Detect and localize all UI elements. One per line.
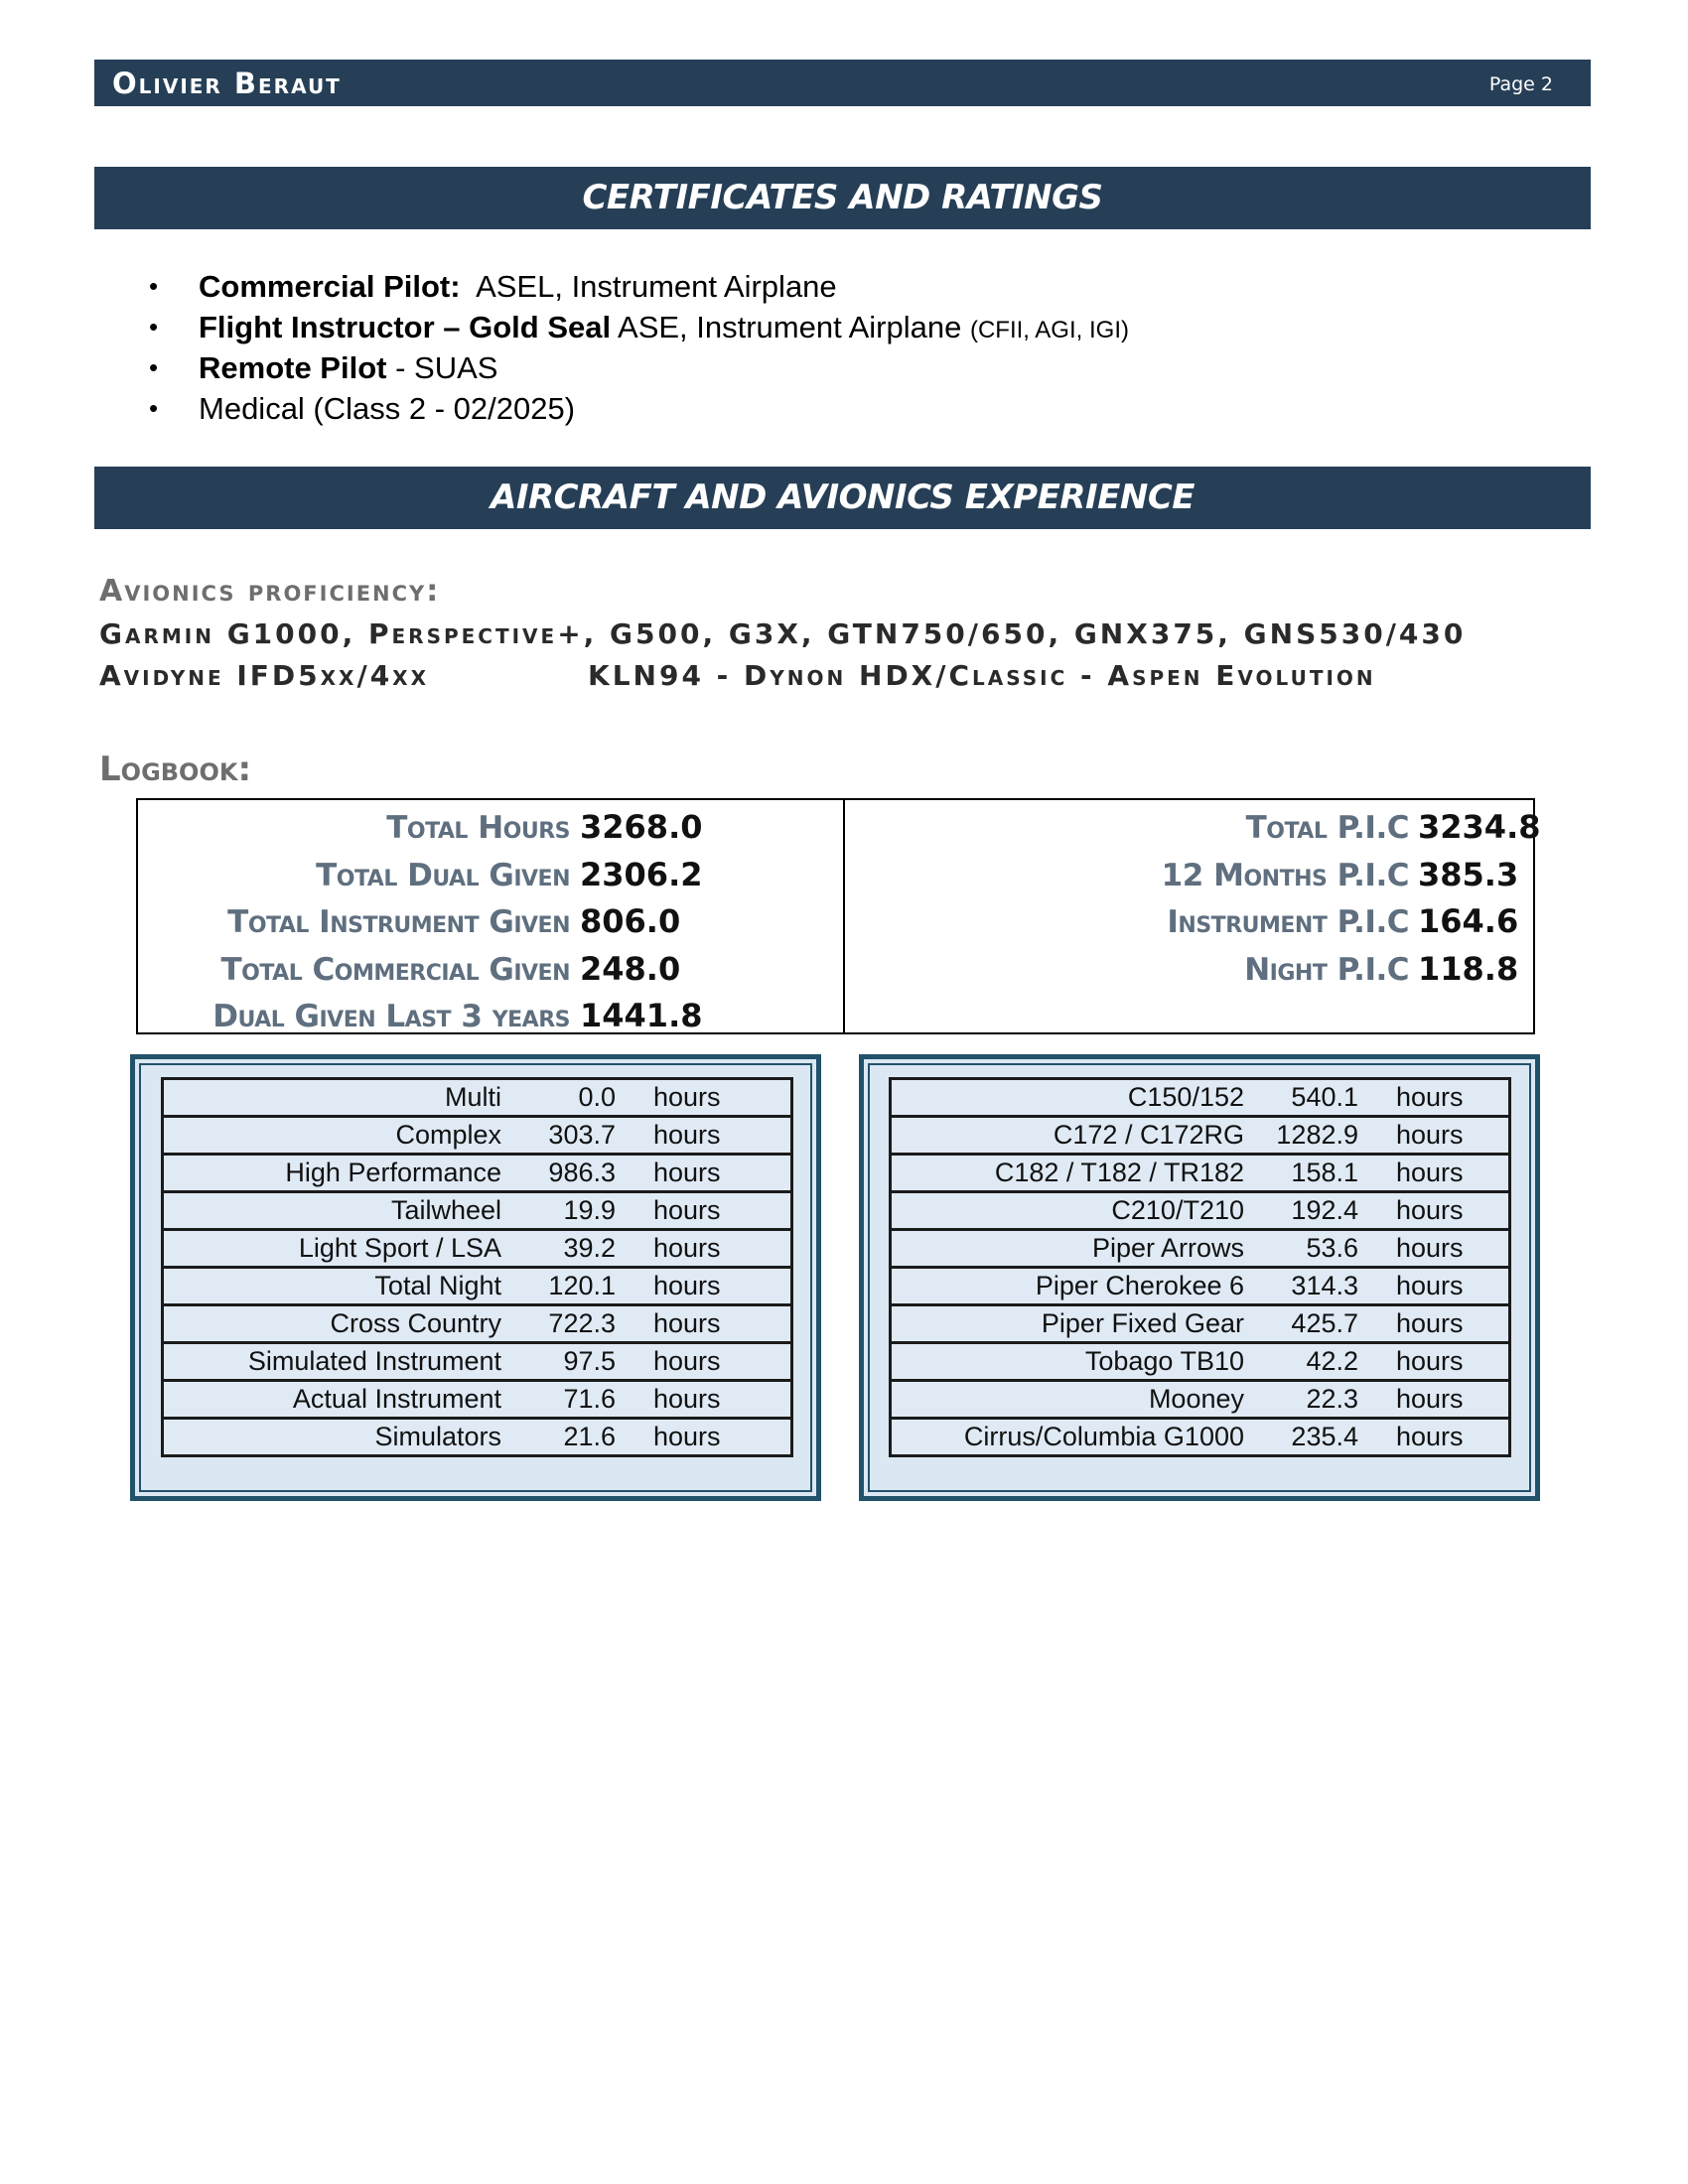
hours-value-cell: 22.3 bbox=[1244, 1381, 1358, 1419]
aircraft-hours-panel bbox=[859, 1054, 1540, 1501]
aircraft-type-cell: C172 / C172RG bbox=[891, 1117, 1245, 1155]
hours-value-cell: 192.4 bbox=[1244, 1192, 1358, 1230]
unit-cell: hours bbox=[616, 1155, 792, 1192]
category-cell: Simulated Instrument bbox=[163, 1343, 502, 1381]
aircraft-hours-table bbox=[889, 1077, 1511, 1457]
aircraft-type-cell: Piper Fixed Gear bbox=[891, 1305, 1245, 1343]
page-number: Page 2 bbox=[1488, 73, 1553, 95]
unit-cell: hours bbox=[616, 1079, 792, 1117]
logbook-row bbox=[138, 804, 703, 852]
certificate-detail: Medical (Class 2 - 02/2025) bbox=[199, 391, 576, 426]
bullet-icon: • bbox=[149, 312, 159, 341]
certificate-item bbox=[149, 388, 1129, 429]
hours-value-cell: 540.1 bbox=[1244, 1079, 1358, 1117]
aircraft-type-cell: Mooney bbox=[891, 1381, 1245, 1419]
table-row bbox=[163, 1079, 792, 1117]
unit-cell: hours bbox=[616, 1381, 792, 1419]
hours-value-cell: 97.5 bbox=[501, 1343, 616, 1381]
hours-value-cell: 42.2 bbox=[1244, 1343, 1358, 1381]
aircraft-section-title: AIRCRAFT AND AVIONICS EXPERIENCE bbox=[94, 467, 1591, 529]
avionics-list-line-1: Garmin G1000, Perspective+, G500, G3X, GTN750/650, GNX375, GNS530/430 bbox=[99, 617, 1467, 650]
category-cell: Cross Country bbox=[163, 1305, 502, 1343]
table-row bbox=[891, 1079, 1510, 1117]
hours-value-cell: 1282.9 bbox=[1244, 1117, 1358, 1155]
logbook-row bbox=[138, 993, 703, 1040]
table-row bbox=[891, 1305, 1510, 1343]
logbook-label: Total P.I.C bbox=[1245, 810, 1409, 846]
logbook-value: 3268.0 bbox=[580, 808, 703, 846]
category-cell: High Performance bbox=[163, 1155, 502, 1192]
logbook-row bbox=[848, 852, 1519, 899]
category-cell: Total Night bbox=[163, 1268, 502, 1305]
unit-cell: hours bbox=[1358, 1079, 1510, 1117]
hours-value-cell: 120.1 bbox=[501, 1268, 616, 1305]
logbook-label: Total Commercial Given bbox=[220, 951, 570, 988]
table-row bbox=[163, 1155, 792, 1192]
certificate-title: Flight Instructor – Gold Seal bbox=[199, 310, 612, 344]
column-divider bbox=[843, 800, 845, 1032]
hours-value-cell: 158.1 bbox=[1244, 1155, 1358, 1192]
logbook-value: 248.0 bbox=[580, 949, 681, 988]
avionics-list-line-2b: KLN94 - Dynon HDX/Classic - Aspen Evolution bbox=[588, 659, 1376, 692]
bullet-icon: • bbox=[149, 352, 159, 382]
unit-cell: hours bbox=[616, 1268, 792, 1305]
table-row bbox=[891, 1268, 1510, 1305]
logbook-row bbox=[848, 804, 1541, 852]
table-row bbox=[163, 1268, 792, 1305]
logbook-value: 385.3 bbox=[1418, 855, 1519, 893]
unit-cell: hours bbox=[616, 1305, 792, 1343]
certificates-list bbox=[149, 266, 1129, 429]
table-row bbox=[891, 1155, 1510, 1192]
hours-value-cell: 235.4 bbox=[1244, 1419, 1358, 1456]
table-row bbox=[163, 1192, 792, 1230]
logbook-label: 12 Months P.I.C bbox=[1161, 857, 1409, 893]
table-row bbox=[891, 1381, 1510, 1419]
certificate-detail: ASE, Instrument Airplane bbox=[611, 310, 970, 344]
certificate-item bbox=[149, 307, 1129, 347]
certificate-detail: ASEL, Instrument Airplane bbox=[460, 269, 837, 304]
certificate-note: (CFII, AGI, IGI) bbox=[969, 317, 1129, 343]
aircraft-type-cell: C150/152 bbox=[891, 1079, 1245, 1117]
logbook-right-column bbox=[848, 804, 1541, 993]
logbook-value: 2306.2 bbox=[580, 855, 703, 893]
table-row bbox=[891, 1419, 1510, 1456]
aircraft-type-cell: C210/T210 bbox=[891, 1192, 1245, 1230]
table-row bbox=[163, 1305, 792, 1343]
table-row bbox=[891, 1343, 1510, 1381]
logbook-label: Instrument P.I.C bbox=[1167, 904, 1409, 940]
table-row bbox=[163, 1117, 792, 1155]
unit-cell: hours bbox=[616, 1343, 792, 1381]
table-row bbox=[163, 1419, 792, 1456]
logbook-row bbox=[848, 898, 1519, 946]
unit-cell: hours bbox=[616, 1117, 792, 1155]
hours-value-cell: 0.0 bbox=[501, 1079, 616, 1117]
aircraft-type-cell: C182 / T182 / TR182 bbox=[891, 1155, 1245, 1192]
category-cell: Light Sport / LSA bbox=[163, 1230, 502, 1268]
unit-cell: hours bbox=[616, 1192, 792, 1230]
logbook-value: 1441.8 bbox=[580, 997, 703, 1034]
hours-value-cell: 314.3 bbox=[1244, 1268, 1358, 1305]
unit-cell: hours bbox=[1358, 1305, 1510, 1343]
unit-cell: hours bbox=[1358, 1117, 1510, 1155]
unit-cell: hours bbox=[1358, 1192, 1510, 1230]
aircraft-type-cell: Piper Cherokee 6 bbox=[891, 1268, 1245, 1305]
bullet-icon: • bbox=[149, 271, 159, 301]
logbook-value: 3234.8 bbox=[1418, 808, 1541, 846]
logbook-value: 118.8 bbox=[1418, 949, 1519, 988]
certificate-detail: - SUAS bbox=[386, 350, 498, 385]
hours-value-cell: 39.2 bbox=[501, 1230, 616, 1268]
category-cell: Multi bbox=[163, 1079, 502, 1117]
table-row bbox=[163, 1230, 792, 1268]
logbook-left-column bbox=[138, 804, 703, 1040]
table-row bbox=[163, 1343, 792, 1381]
hours-value-cell: 19.9 bbox=[501, 1192, 616, 1230]
hours-value-cell: 425.7 bbox=[1244, 1305, 1358, 1343]
unit-cell: hours bbox=[1358, 1268, 1510, 1305]
certificate-item bbox=[149, 347, 1129, 388]
unit-cell: hours bbox=[1358, 1419, 1510, 1456]
aircraft-type-cell: Cirrus/Columbia G1000 bbox=[891, 1419, 1245, 1456]
aircraft-type-cell: Piper Arrows bbox=[891, 1230, 1245, 1268]
resume-owner-name: Olivier Beraut bbox=[112, 67, 342, 100]
hours-value-cell: 71.6 bbox=[501, 1381, 616, 1419]
unit-cell: hours bbox=[616, 1230, 792, 1268]
hours-value-cell: 986.3 bbox=[501, 1155, 616, 1192]
experience-hours-panel bbox=[130, 1054, 821, 1501]
logbook-label: Total Hours bbox=[386, 810, 570, 846]
hours-value-cell: 21.6 bbox=[501, 1419, 616, 1456]
table-row bbox=[891, 1192, 1510, 1230]
page-header-bar bbox=[94, 60, 1591, 106]
aircraft-type-cell: Tobago TB10 bbox=[891, 1343, 1245, 1381]
unit-cell: hours bbox=[1358, 1230, 1510, 1268]
avionics-list-line-2a: Avidyne IFD5xx/4xx bbox=[99, 659, 430, 692]
logbook-label: Dual Given Last 3 years bbox=[212, 999, 570, 1034]
logbook-row bbox=[848, 946, 1519, 994]
unit-cell: hours bbox=[1358, 1381, 1510, 1419]
table-row bbox=[891, 1230, 1510, 1268]
logbook-row bbox=[138, 898, 699, 946]
certificate-title: Commercial Pilot: bbox=[199, 269, 461, 304]
category-cell: Complex bbox=[163, 1117, 502, 1155]
logbook-row bbox=[138, 852, 703, 899]
logbook-row bbox=[138, 946, 699, 994]
category-cell: Actual Instrument bbox=[163, 1381, 502, 1419]
avionics-subheading: Avionics proficiency: bbox=[99, 574, 441, 609]
certificate-item bbox=[149, 266, 1129, 307]
hours-value-cell: 53.6 bbox=[1244, 1230, 1358, 1268]
unit-cell: hours bbox=[1358, 1343, 1510, 1381]
logbook-label: Night P.I.C bbox=[1244, 951, 1409, 988]
logbook-label: Total Instrument Given bbox=[227, 904, 570, 940]
logbook-label: Total Dual Given bbox=[316, 857, 570, 893]
bullet-icon: • bbox=[149, 393, 159, 423]
logbook-summary-box bbox=[136, 798, 1541, 1034]
category-cell: Simulators bbox=[163, 1419, 502, 1456]
unit-cell: hours bbox=[616, 1419, 792, 1456]
logbook-subheading: Logbook: bbox=[99, 750, 252, 789]
experience-hours-table bbox=[161, 1077, 793, 1457]
table-row bbox=[891, 1117, 1510, 1155]
hours-value-cell: 722.3 bbox=[501, 1305, 616, 1343]
category-cell: Tailwheel bbox=[163, 1192, 502, 1230]
certificate-title: Remote Pilot bbox=[199, 350, 387, 385]
logbook-value: 806.0 bbox=[580, 902, 681, 940]
hours-value-cell: 303.7 bbox=[501, 1117, 616, 1155]
unit-cell: hours bbox=[1358, 1155, 1510, 1192]
logbook-value: 164.6 bbox=[1418, 902, 1519, 940]
table-row bbox=[163, 1381, 792, 1419]
certificates-section-title: CERTIFICATES AND RATINGS bbox=[94, 167, 1591, 229]
